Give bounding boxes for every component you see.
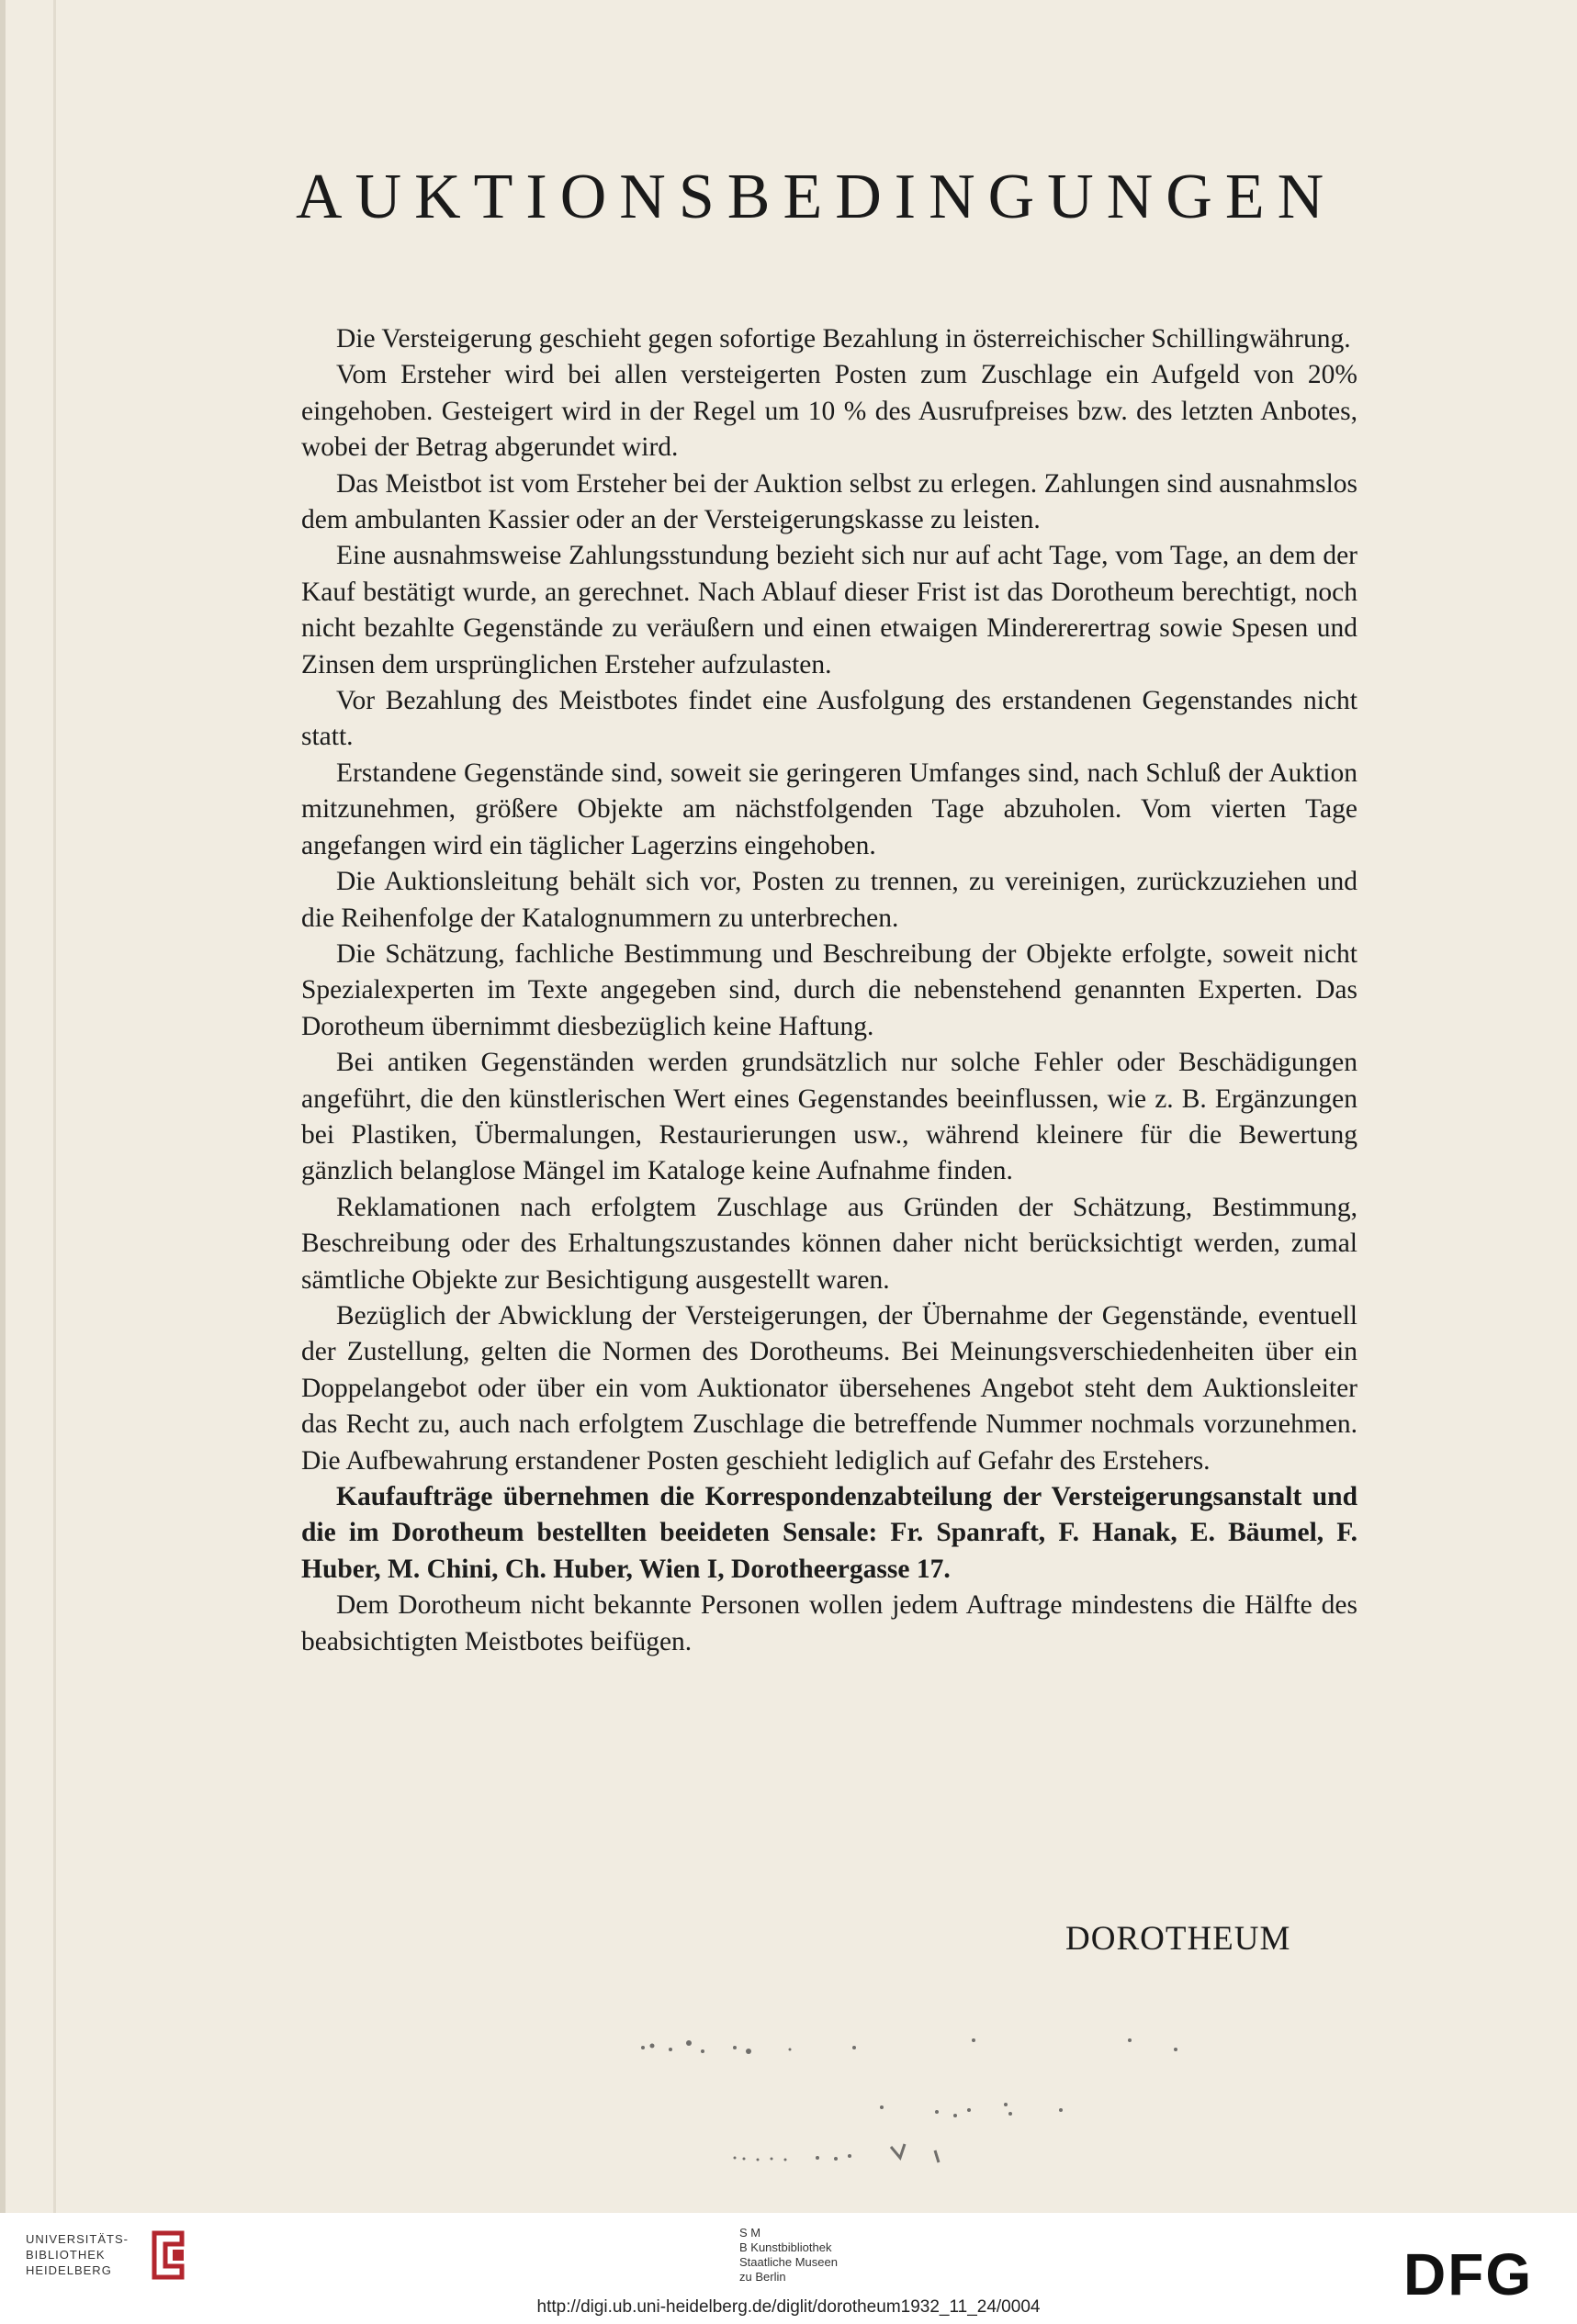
paragraph: Das Meistbot ist vom Ersteher bei der Auktion selbst zu erlegen. Zahlungen sind ausnahmslos dem ambulanten Kassier oder an der Versteigerungskasse zu leisten.	[301, 468, 1357, 535]
paragraph: Vor Bezahlung des Meistbotes findet eine Ausfolgung des erstandenen Gegenstandes nicht statt.	[301, 686, 1357, 752]
paragraph: Reklamationen nach erfolgtem Zuschlage aus Gründen der Schätzung, Bestimmung, Beschreibung oder des Erhaltungszustandes können daher nicht berücksichtigt werden, zumal sämtliche Objekte zur Besichtigung ausgestellt waren.	[301, 1192, 1357, 1295]
library-stamp-line: B Kunstbibliothek	[739, 2240, 832, 2254]
library-stamp-line: zu Berlin	[739, 2270, 786, 2284]
paragraph: Eine ausnahmsweise Zahlungsstundung bezieht sich nur auf acht Tage, vom Tage, an dem der Kauf bestätigt wurde, an gerechnet. Nach Ablauf dieser Frist ist das Dorotheum berechtigt, noch nicht bezahlte Gegenstände zu veräußern und einen etwaigen Mindererertrag sowie Spesen und Zinsen dem ursprünglichen Ersteher aufzulasten.	[301, 541, 1357, 679]
dfg-logo: DFG	[1403, 2241, 1534, 2307]
paragraph: Die Auktionsleitung behält sich vor, Posten zu trennen, zu vereinigen, zurückzuziehen und die Reihenfolge der Katalognummern zu unterbrechen.	[301, 867, 1357, 933]
university-emblem-icon	[147, 2229, 189, 2281]
source-url-link[interactable]: http://digi.ub.uni-heidelberg.de/diglit/dorotheum1932_11_24/0004	[536, 2297, 1041, 2317]
paragraph: Bezüglich der Abwicklung der Versteigerungen, der Übernahme der Gegenstände, eventuell der Zustellung, gelten die Normen des Dorotheums. Bei Meinungsverschiedenheiten über ein Doppelangebot oder über ein vom Auktionator übersehenes Angebot steht dem Auktionsleiter das Recht zu, auch nach erfolgtem Zuschlage die betreffende Nummer nochmals vorzunehmen. Die Aufbewahrung erstandener Posten geschieht lediglich auf Gefahr des Erstehers.	[301, 1300, 1357, 1476]
closing-paragraph: Dem Dorotheum nicht bekannte Personen wollen jedem Auftrage mindestens die Hälfte des beabsichtigten Meistbotes beifügen.	[301, 1590, 1357, 1656]
paragraph: Erstandene Gegenstände sind, soweit sie geringeren Umfanges sind, nach Schluß der Auktion mitzunehmen, größere Objekte am nächstfolgenden Tage abzuholen. Vom vierten Tage angefangen wird ein täglicher Lagerzins eingehoben.	[301, 758, 1357, 860]
paragraph: Die Versteigerung geschieht gegen sofortige Bezahlung in österreichischer Schillingwährung.	[336, 324, 1351, 354]
university-line: BIBLIOTHEK	[26, 2248, 106, 2262]
auction-terms-body	[301, 321, 1357, 1660]
library-stamp-line: Staatliche Museen	[739, 2255, 838, 2269]
signature: DOROTHEUM	[1065, 1920, 1291, 1958]
page-edge	[53, 0, 56, 2213]
university-line: HEIDELBERG	[26, 2263, 112, 2277]
faint-stamp-marks	[551, 2029, 1286, 2176]
library-stamp-line: S M	[739, 2226, 761, 2240]
paragraph: Vom Ersteher wird bei allen versteigerten Posten zum Zuschlage ein Aufgeld von 20% eingehoben. Gesteigert wird in der Regel um 10 % des Ausrufpreises bzw. des letzten Anbotes, wobei der Betrag abgerundet wird.	[301, 360, 1357, 463]
purchase-orders-paragraph: Kaufaufträge übernehmen die Korrespondenzabteilung der Versteigerungsanstalt und die im Dorotheum bestellten beeideten Sensale: Fr. Spanraft, F. Hanak, E. Bäumel, F. Huber, M. Chini, Ch. Huber, Wien I, Dorotheergasse 17.	[301, 1482, 1357, 1584]
university-line: UNIVERSITÄTS-	[26, 2232, 129, 2246]
paragraph: Die Schätzung, fachliche Bestimmung und Beschreibung der Objekte erfolgte, soweit nicht Spezialexperten im Texte angegeben sind, durch die nebenstehend genannten Experten. Das Dorotheum übernimmt diesbezüglich keine Haftung.	[301, 938, 1357, 1041]
paragraph: Bei antiken Gegenständen werden grundsätzlich nur solche Fehler oder Beschädigungen angeführt, die den künstlerischen Wert eines Gegenstandes beeinflussen, wie z. B. Ergänzungen bei Plastiken, Übermalungen, Restaurierungen usw., während kleinere für die Bewertung gänzlich belanglose Mängel im Kataloge keine Aufnahme finden.	[301, 1048, 1357, 1186]
library-stamp	[739, 2226, 923, 2285]
page-title: AUKTIONSBEDINGUNGEN	[296, 162, 1337, 232]
